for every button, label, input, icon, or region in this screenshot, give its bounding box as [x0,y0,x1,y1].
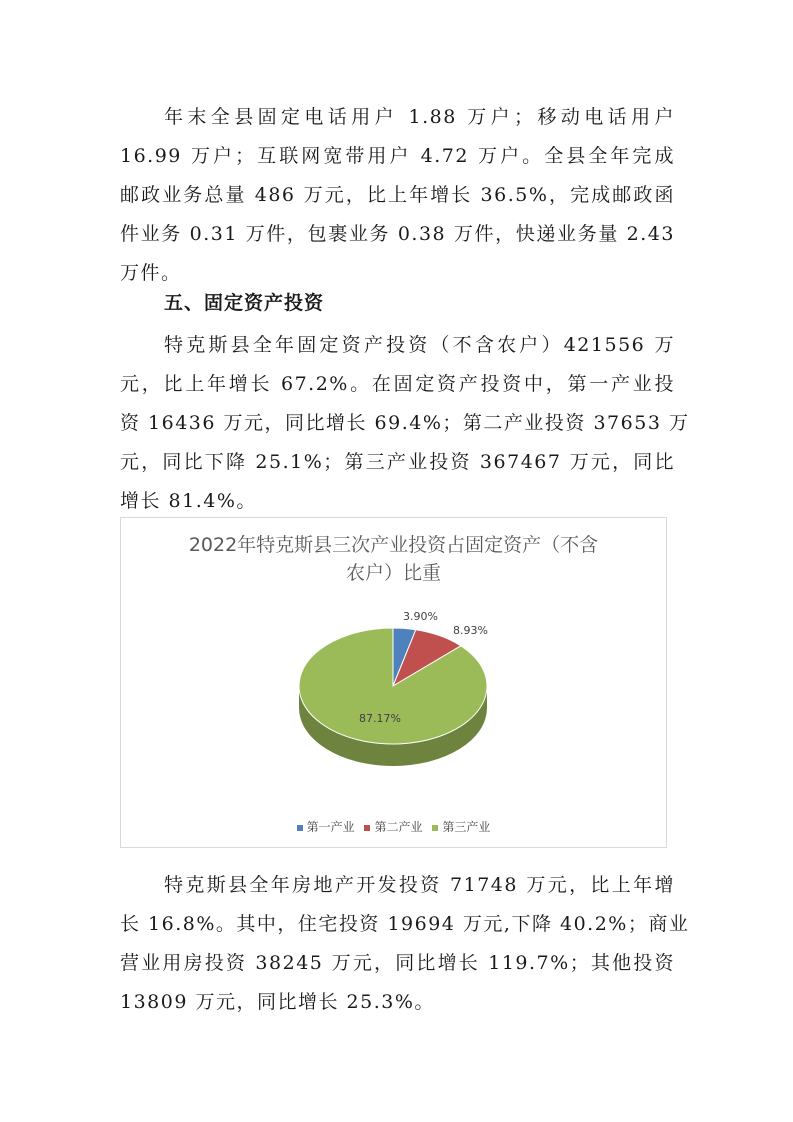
legend-swatch [432,825,438,831]
pie-label-0: 3.90% [403,610,438,623]
legend-item-secondary [364,818,422,835]
text-line: 营业用房投资 38245 万元，同比增长 119.7%；其他投资 [120,952,675,974]
text-line: 件业务 0.31 万件，包裹业务 0.38 万件，快递业务量 2.43 [120,223,675,245]
legend-swatch [364,825,370,831]
chart-title-line-2: 农户）比重 [345,562,441,584]
paragraph-real-estate [120,866,690,1022]
legend-label: 第一产业 [306,820,355,834]
chart-legend [121,818,666,835]
paragraph-telecom [120,98,675,293]
text-line: 长 16.8%。其中，住宅投资 19694 万元,下降 40.2%；商业 [120,913,690,935]
chart-title-line-1: 2022年特克斯县三次产业投资占固定资产（不含 [188,534,599,556]
legend-label: 第三产业 [442,820,491,834]
legend-item-primary [297,818,355,835]
text-line: 特克斯县全年房地产开发投资 71748 万元，比上年增 [164,874,675,896]
text-line: 特克斯县全年固定资产投资（不含农户）421556 万 [164,334,675,356]
pie-label-1: 8.93% [453,624,488,637]
text-line: 万件。 [120,262,182,284]
paragraph-fixed-investment [120,326,690,521]
pie-plot [121,518,666,847]
text-line: 13809 万元，同比增长 25.3%。 [120,991,435,1013]
text-line: 16.99 万户；互联网宽带用户 4.72 万户。全县全年完成 [120,145,675,167]
text-line: 年末全县固定电话用户 1.88 万户；移动电话用户 [164,106,675,128]
text-line: 邮政业务总量 486 万元，比上年增长 36.5%，完成邮政函 [120,184,675,206]
legend-item-tertiary [432,818,490,835]
text-line: 资 16436 万元，同比增长 69.4%；第二产业投资 37653 万 [120,412,690,434]
legend-swatch [297,825,303,831]
text-line: 元，同比下降 25.1%；第三产业投资 367467 万元，同比 [120,451,675,473]
section-heading: 五、固定资产投资 [164,292,325,314]
pie-label-2: 87.17% [359,712,401,725]
legend-label: 第二产业 [374,820,423,834]
pie-chart [120,517,667,848]
text-line: 增长 81.4%。 [120,490,257,512]
text-line: 元，比上年增长 67.2%。在固定资产投资中，第一产业投 [120,373,675,395]
